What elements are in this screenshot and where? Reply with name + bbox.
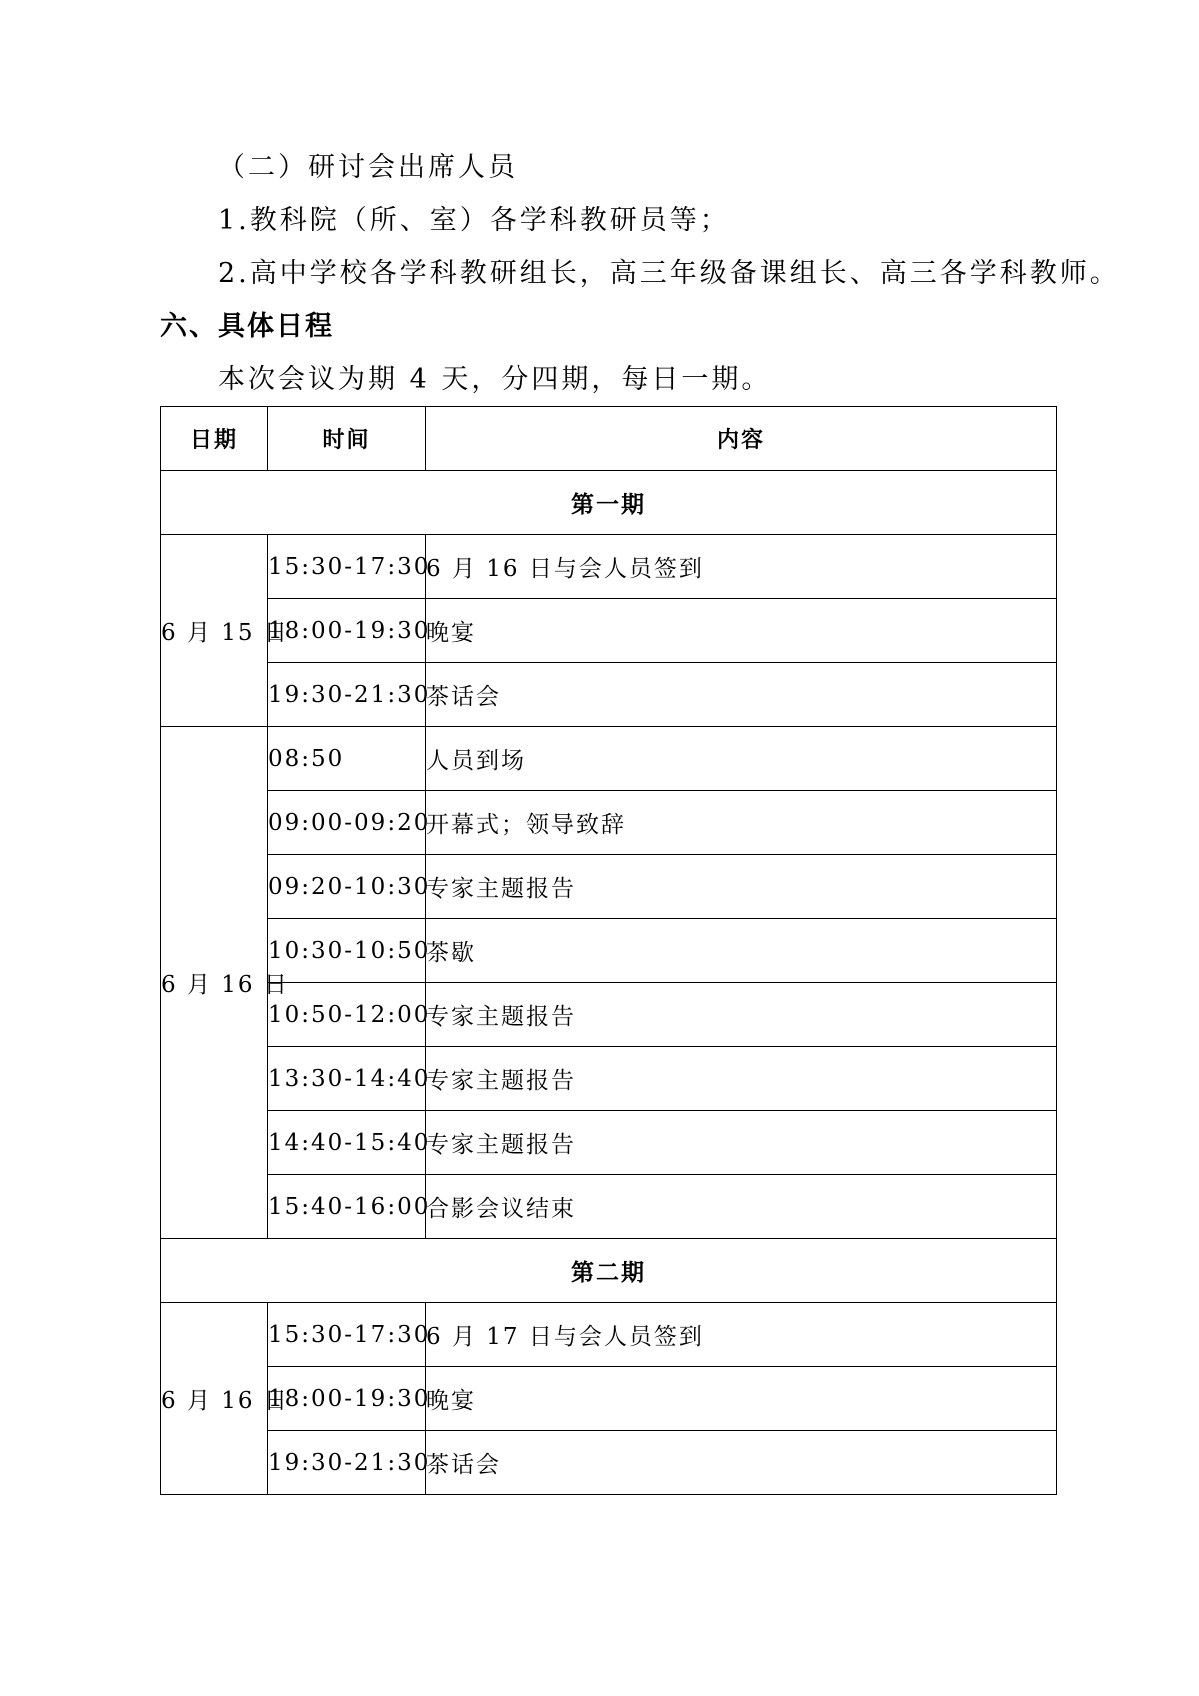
content-cell: 6 月 16 日与会人员签到 xyxy=(426,535,1057,599)
table-row xyxy=(161,919,1057,983)
content-cell: 茶话会 xyxy=(426,1431,1057,1495)
time-cell: 10:50-12:00 xyxy=(268,983,426,1047)
header-time: 时间 xyxy=(268,407,426,471)
table-row xyxy=(161,1047,1057,1111)
table-row xyxy=(161,791,1057,855)
date-cell: 6 月 16 日 xyxy=(161,1303,268,1495)
schedule-table xyxy=(160,406,1057,1495)
time-cell: 10:30-10:50 xyxy=(268,919,426,983)
content-cell: 人员到场 xyxy=(426,727,1057,791)
time-cell: 18:00-19:30 xyxy=(268,1367,426,1431)
content-cell: 晚宴 xyxy=(426,1367,1057,1431)
table-row xyxy=(161,599,1057,663)
table-header-row xyxy=(161,407,1057,471)
content-cell: 茶话会 xyxy=(426,663,1057,727)
content-cell: 专家主题报告 xyxy=(426,983,1057,1047)
content-cell: 专家主题报告 xyxy=(426,1111,1057,1175)
date-cell: 6 月 15 日 xyxy=(161,535,268,727)
table-row xyxy=(161,1111,1057,1175)
content-cell: 合影会议结束 xyxy=(426,1175,1057,1239)
content-cell: 开幕式；领导致辞 xyxy=(426,791,1057,855)
period-title: 第一期 xyxy=(161,471,1057,535)
table-row xyxy=(161,663,1057,727)
time-cell: 15:30-17:30 xyxy=(268,1303,426,1367)
time-cell: 19:30-21:30 xyxy=(268,663,426,727)
period-row xyxy=(161,471,1057,535)
time-cell: 15:30-17:30 xyxy=(268,535,426,599)
attendees-subheading: （二）研讨会出席人员 xyxy=(218,152,518,183)
attendees-item-1: 1.教科院（所、室）各学科教研员等； xyxy=(218,205,730,236)
period-row xyxy=(161,1239,1057,1303)
schedule-intro: 本次会议为期 4 天，分四期，每日一期。 xyxy=(218,364,772,395)
section-heading: 六、具体日程 xyxy=(160,311,334,342)
header-content: 内容 xyxy=(426,407,1057,471)
date-cell: 6 月 16 日 xyxy=(161,727,268,1239)
table-row xyxy=(161,727,1057,791)
table-row xyxy=(161,1175,1057,1239)
time-cell: 08:50 xyxy=(268,727,426,791)
time-cell: 14:40-15:40 xyxy=(268,1111,426,1175)
content-cell: 专家主题报告 xyxy=(426,1047,1057,1111)
content-cell: 茶歇 xyxy=(426,919,1057,983)
time-cell: 13:30-14:40 xyxy=(268,1047,426,1111)
period-title: 第二期 xyxy=(161,1239,1057,1303)
attendees-item-2: 2.高中学校各学科教研组长，高三年级备课组长、高三各学科教师。 xyxy=(218,258,1120,289)
table-row xyxy=(161,535,1057,599)
table-row xyxy=(161,1431,1057,1495)
content-cell: 晚宴 xyxy=(426,599,1057,663)
header-date: 日期 xyxy=(161,407,268,471)
table-row xyxy=(161,1367,1057,1431)
time-cell: 19:30-21:30 xyxy=(268,1431,426,1495)
table-row xyxy=(161,983,1057,1047)
time-cell: 09:00-09:20 xyxy=(268,791,426,855)
table-row xyxy=(161,1303,1057,1367)
content-cell: 专家主题报告 xyxy=(426,855,1057,919)
time-cell: 09:20-10:30 xyxy=(268,855,426,919)
table-row xyxy=(161,855,1057,919)
time-cell: 15:40-16:00 xyxy=(268,1175,426,1239)
time-cell: 18:00-19:30 xyxy=(268,599,426,663)
content-cell: 6 月 17 日与会人员签到 xyxy=(426,1303,1057,1367)
